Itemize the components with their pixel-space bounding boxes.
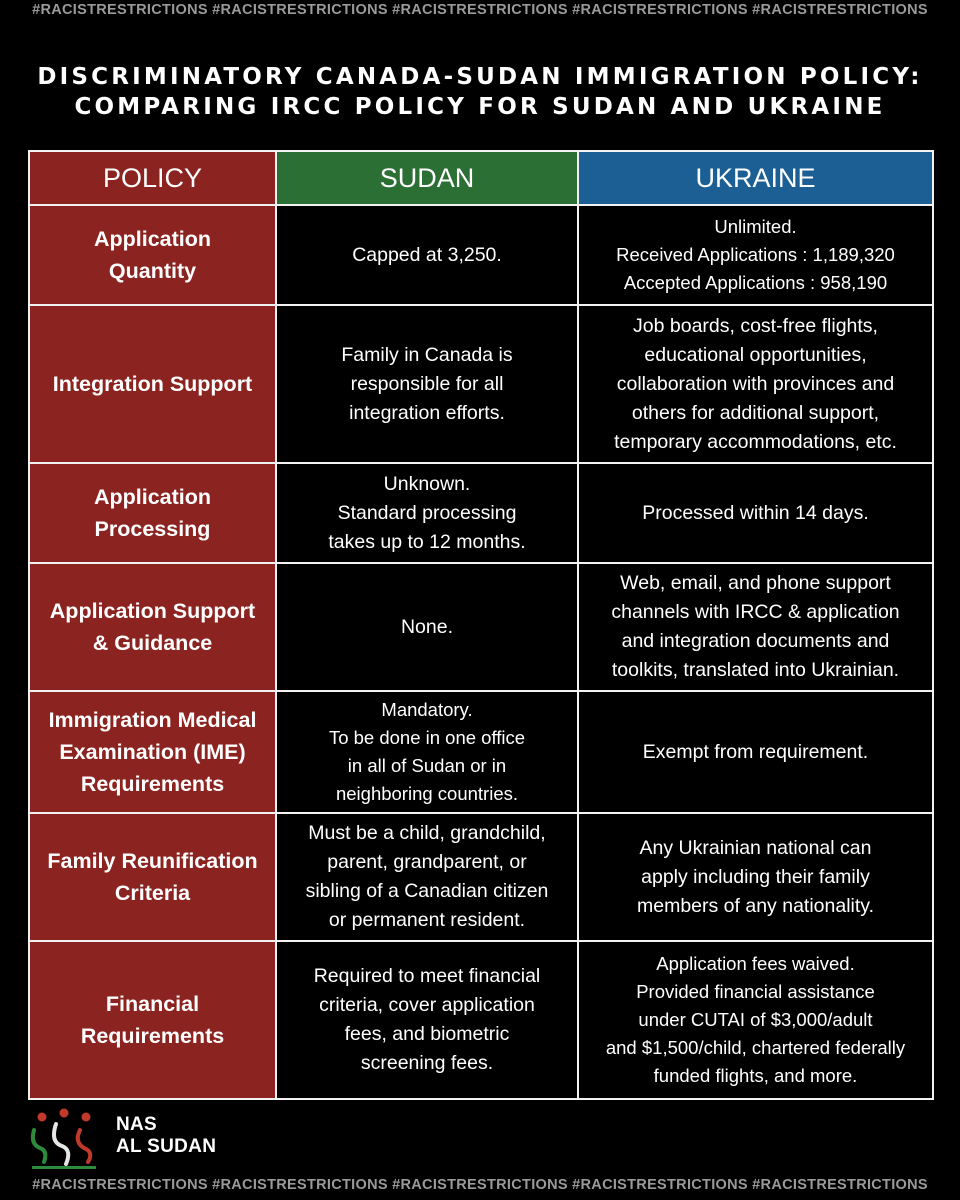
sudan-cell [276,463,578,563]
hashtag-ticker-bottom: #RACISTRESTRICTIONS #RACISTRESTRICTIONS #RACISTRESTRICTIONS #RACISTRESTRICTIONS #RACISTRESTRICTIONS [32,1177,928,1193]
cell-line: others for additional support, [631,401,880,424]
cell-line: Integration Support [52,372,253,396]
title-line-2: COMPARING IRCC POLICY FOR SUDAN AND UKRAINE [74,94,886,120]
header-ukraine: UKRAINE [578,151,933,205]
cell-line: Any Ukrainian national can [639,836,872,859]
cell-line: in all of Sudan or in [347,755,507,776]
cell-line: Exempt from requirement. [642,740,869,763]
cell-line: Quantity [108,259,197,283]
table-body [29,205,933,1099]
nas-al-sudan-logo [28,1108,248,1172]
cell-line: channels with IRCC & application [611,601,900,623]
policy-comparison-table [28,150,934,1100]
cell-line: Accepted Applications : 958,190 [623,272,888,293]
cell-line: integration efforts. [349,401,505,424]
table-row [29,691,933,813]
table-row [29,205,933,305]
policy-cell [29,691,276,813]
cell-line: Application fees waived. [656,953,855,974]
cell-line: Required to meet financial [313,965,541,987]
cell-line: parent, grandparent, or [327,851,527,873]
cell-line: Requirements [80,1024,225,1048]
cell-line: Standard processing [337,501,517,524]
cell-line: & Guidance [92,631,213,655]
policy-cell [29,463,276,563]
cell-line: Application [93,485,212,509]
ukraine-cell [578,691,933,813]
ukraine-cell [578,305,933,463]
cell-line: collaboration with provinces and [616,372,895,395]
ukraine-cell [578,205,933,305]
cell-line: Application [93,227,212,251]
title-line-1: DISCRIMINATORY CANADA-SUDAN IMMIGRATION POLICY: [37,64,923,90]
table-row [29,463,933,563]
cell-line: Provided financial assistance [636,981,875,1002]
ukraine-cell [578,563,933,691]
policy-cell [29,205,276,305]
sudan-cell [276,563,578,691]
cell-line: To be done in one office [328,727,526,748]
cell-line: Must be a child, grandchild, [308,822,546,844]
cell-line: Processing [94,517,211,541]
cell-line: Requirements [80,772,225,796]
page-title [0,62,960,122]
cell-line: Processed within 14 days. [642,501,869,524]
cell-line: apply including their family [641,865,870,888]
ukraine-cell [578,941,933,1099]
cell-line: Criteria [114,881,191,905]
cell-line: Immigration Medical [48,708,257,732]
cell-line: screening fees. [360,1052,494,1074]
cell-line: Unlimited. [714,216,797,237]
cell-line: Mandatory. [381,699,473,720]
cell-line: toolkits, translated into Ukrainian. [611,659,900,681]
header-policy: POLICY [29,151,276,205]
cell-line: and $1,500/child, chartered federally [605,1037,906,1058]
table-row [29,941,933,1099]
cell-line: Unknown. [383,472,471,495]
hashtag-ticker-top: #RACISTRESTRICTIONS #RACISTRESTRICTIONS #RACISTRESTRICTIONS #RACISTRESTRICTIONS #RACISTRESTRICTIONS [32,2,928,18]
cell-line: members of any nationality. [637,894,874,917]
policy-cell [29,305,276,463]
cell-line: takes up to 12 months. [328,530,526,553]
sudan-cell [276,305,578,463]
policy-cell [29,941,276,1099]
ukraine-cell [578,813,933,941]
policy-cell [29,813,276,941]
cell-line: responsible for all [350,372,504,395]
cell-line: Web, email, and phone support [620,572,891,594]
ukraine-cell [578,463,933,563]
header-sudan: SUDAN [276,151,578,205]
cell-line: criteria, cover application [319,994,535,1016]
people-logo-icon [28,1108,108,1172]
logo-text [116,1114,216,1158]
sudan-cell [276,813,578,941]
table-row [29,563,933,691]
cell-line: educational opportunities, [644,343,867,366]
cell-line: Financial [105,992,200,1016]
cell-line: Received Applications : 1,189,320 [616,244,895,265]
cell-line: None. [400,615,454,638]
sudan-cell [276,691,578,813]
sudan-cell [276,205,578,305]
logo-line-2: AL SUDAN [116,1136,217,1157]
logo-line-1: NAS [116,1114,158,1135]
table-row [29,305,933,463]
table-row [29,813,933,941]
cell-line: or permanent resident. [328,909,526,931]
cell-line: temporary accommodations, etc. [614,430,897,453]
cell-line: Application Support [49,599,256,623]
cell-line: and integration documents and [621,630,890,652]
sudan-cell [276,941,578,1099]
cell-line: Examination (IME) [59,740,246,764]
cell-line: neighboring countries. [335,783,519,804]
table-header-row [29,151,933,205]
cell-line: under CUTAI of $3,000/adult [638,1009,873,1030]
cell-line: Capped at 3,250. [352,243,502,266]
cell-line: sibling of a Canadian citizen [305,880,549,902]
cell-line: fees, and biometric [344,1023,510,1045]
policy-cell [29,563,276,691]
cell-line: Family Reunification [47,849,258,873]
cell-line: Family in Canada is [341,343,513,366]
cell-line: funded flights, and more. [653,1065,858,1086]
cell-line: Job boards, cost-free flights, [633,314,878,337]
